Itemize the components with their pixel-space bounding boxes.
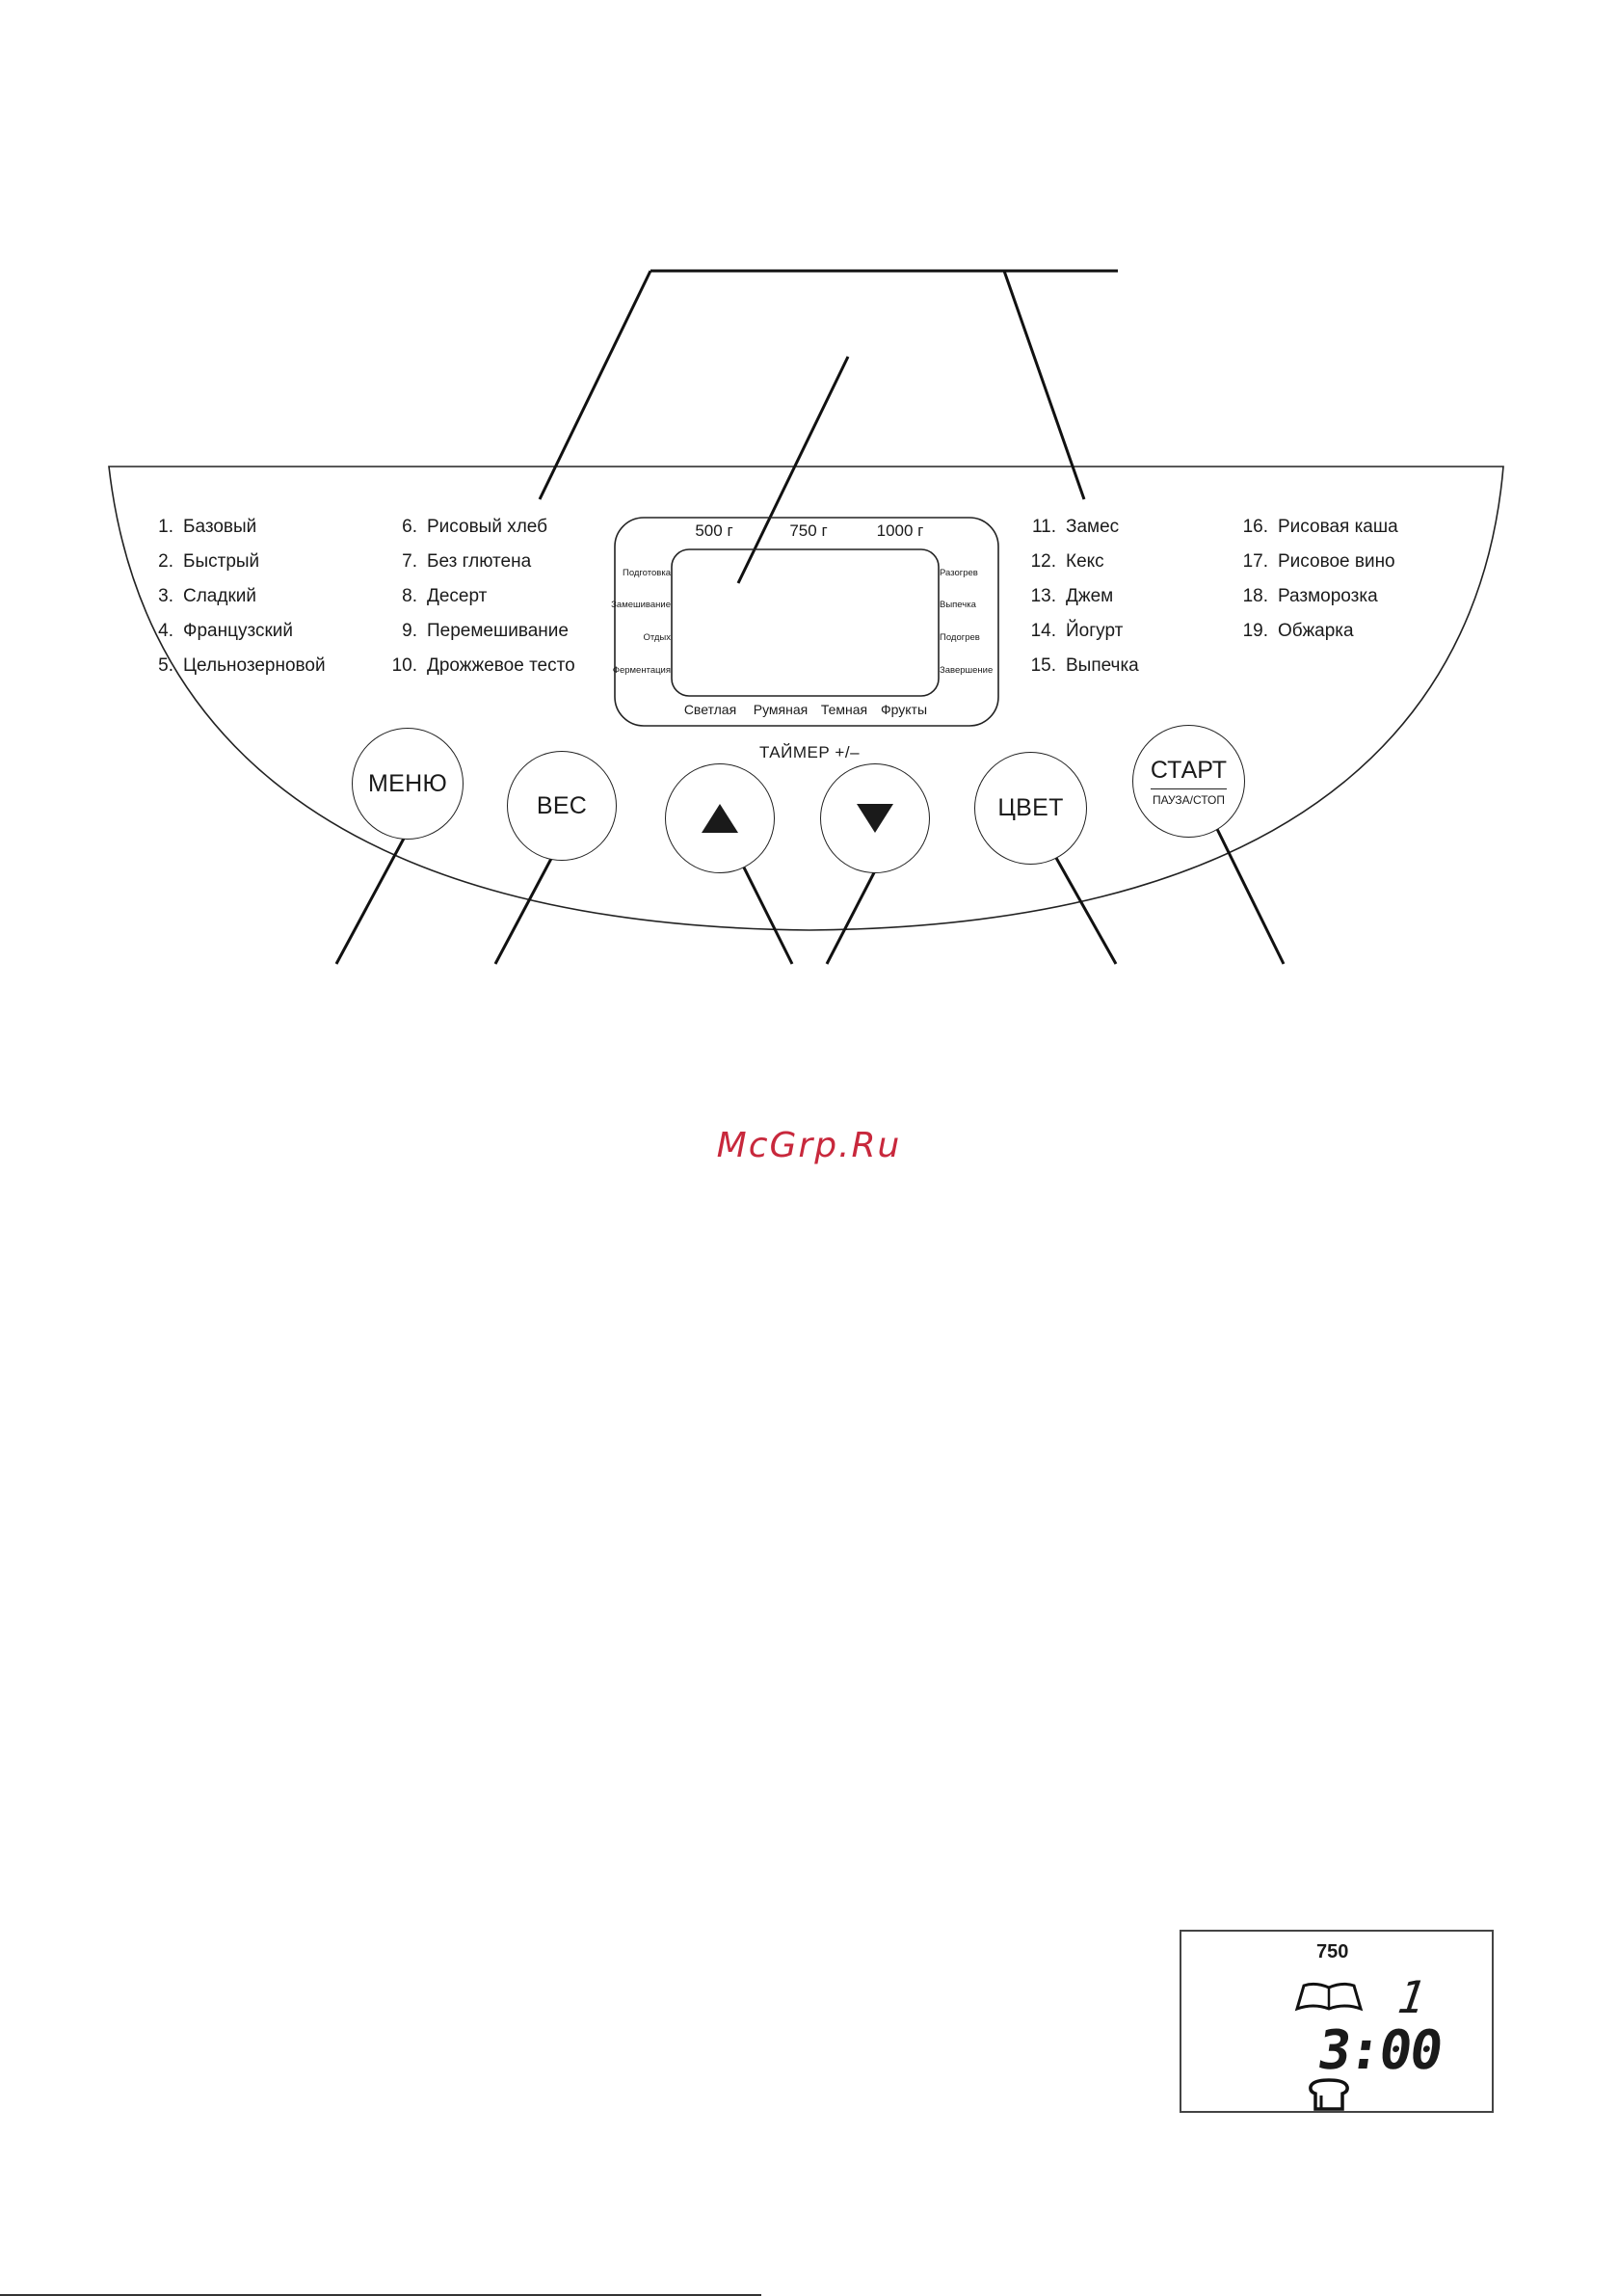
callout-lines-bottom [336, 827, 1284, 964]
program-item: 15. Выпечка [1030, 655, 1139, 676]
program-item: 3. Сладкий [158, 586, 256, 606]
program-item: 12. Кекс [1030, 551, 1104, 572]
lcd-time: 3:00 [1313, 2019, 1446, 2082]
lcd-program-number: 1 [1394, 1971, 1429, 2023]
crust-label: Светлая [683, 702, 737, 717]
program-item: 14. Йогурт [1030, 621, 1124, 641]
program-item: 11. Замес [1031, 517, 1120, 537]
color-button-label: ЦВЕТ [997, 794, 1064, 821]
program-item: 17. Рисовое вино [1242, 551, 1395, 572]
program-item: 6. Рисовый хлеб [402, 517, 548, 537]
weight-label-750: 750 г [789, 521, 828, 540]
stage-label: Завершение [940, 665, 994, 676]
weight-label-1000: 1000 г [876, 521, 924, 540]
menu-button-label: МЕНЮ [367, 769, 447, 797]
pause-stop-label: ПАУЗА/СТОП [1152, 792, 1226, 807]
display-inner-screen [672, 549, 939, 696]
start-pause-button[interactable] [1132, 725, 1245, 838]
program-item: 18. Разморозка [1242, 586, 1378, 606]
stage-label: Разогрев [940, 568, 978, 578]
weight-label-500: 500 г [695, 521, 733, 540]
weight-button[interactable] [507, 751, 617, 861]
timer-down-button[interactable] [820, 763, 930, 873]
color-button[interactable] [974, 752, 1087, 865]
program-list-col2 [371, 517, 575, 677]
watermark: McGrp.Ru [716, 1126, 902, 1165]
lcd-example [1180, 1930, 1494, 2113]
program-item: 19. Обжарка [1242, 621, 1354, 641]
menu-button[interactable] [352, 728, 464, 840]
stage-label: Ферментация [612, 665, 671, 676]
program-item: 16. Рисовая каша [1242, 517, 1398, 537]
lcd-weight: 750 [1316, 1941, 1349, 1962]
crust-label: Темная [820, 702, 868, 717]
stage-label: Подогрев [940, 632, 980, 643]
program-item: 8. Десерт [402, 586, 488, 606]
program-item: 2. Быстрый [158, 551, 260, 572]
start-label: СТАРТ [1151, 757, 1227, 789]
triangle-down-icon [857, 804, 893, 833]
program-item: 5. Цельнозерновой [158, 655, 326, 676]
program-item: 7. Без глютена [402, 551, 532, 572]
crust-label: Фрукты [880, 702, 928, 717]
timer-label: ТАЙМЕР +/– [758, 743, 861, 761]
program-item: 1. Базовый [158, 517, 257, 537]
program-item: 4. Французский [158, 621, 293, 641]
stage-label: Выпечка [940, 600, 976, 610]
crust-label: Румяная [753, 702, 809, 717]
program-list-col3 [1010, 517, 1139, 677]
program-list-col4 [1222, 517, 1398, 642]
stage-label: Замешивание [611, 600, 671, 610]
triangle-up-icon [702, 804, 738, 833]
weight-button-label: ВЕС [536, 791, 588, 819]
stage-label: Отдых [643, 632, 671, 643]
program-item: 13. Джем [1030, 586, 1114, 606]
book-icon [1294, 1980, 1364, 2013]
timer-up-button[interactable] [665, 763, 775, 873]
program-list-col1 [145, 517, 326, 677]
stage-label: Подготовка [622, 568, 671, 578]
program-item: 9. Перемешивание [402, 621, 569, 641]
program-item: 10. Дрожжевое тесто [391, 655, 575, 676]
bread-icon [1308, 2078, 1350, 2111]
